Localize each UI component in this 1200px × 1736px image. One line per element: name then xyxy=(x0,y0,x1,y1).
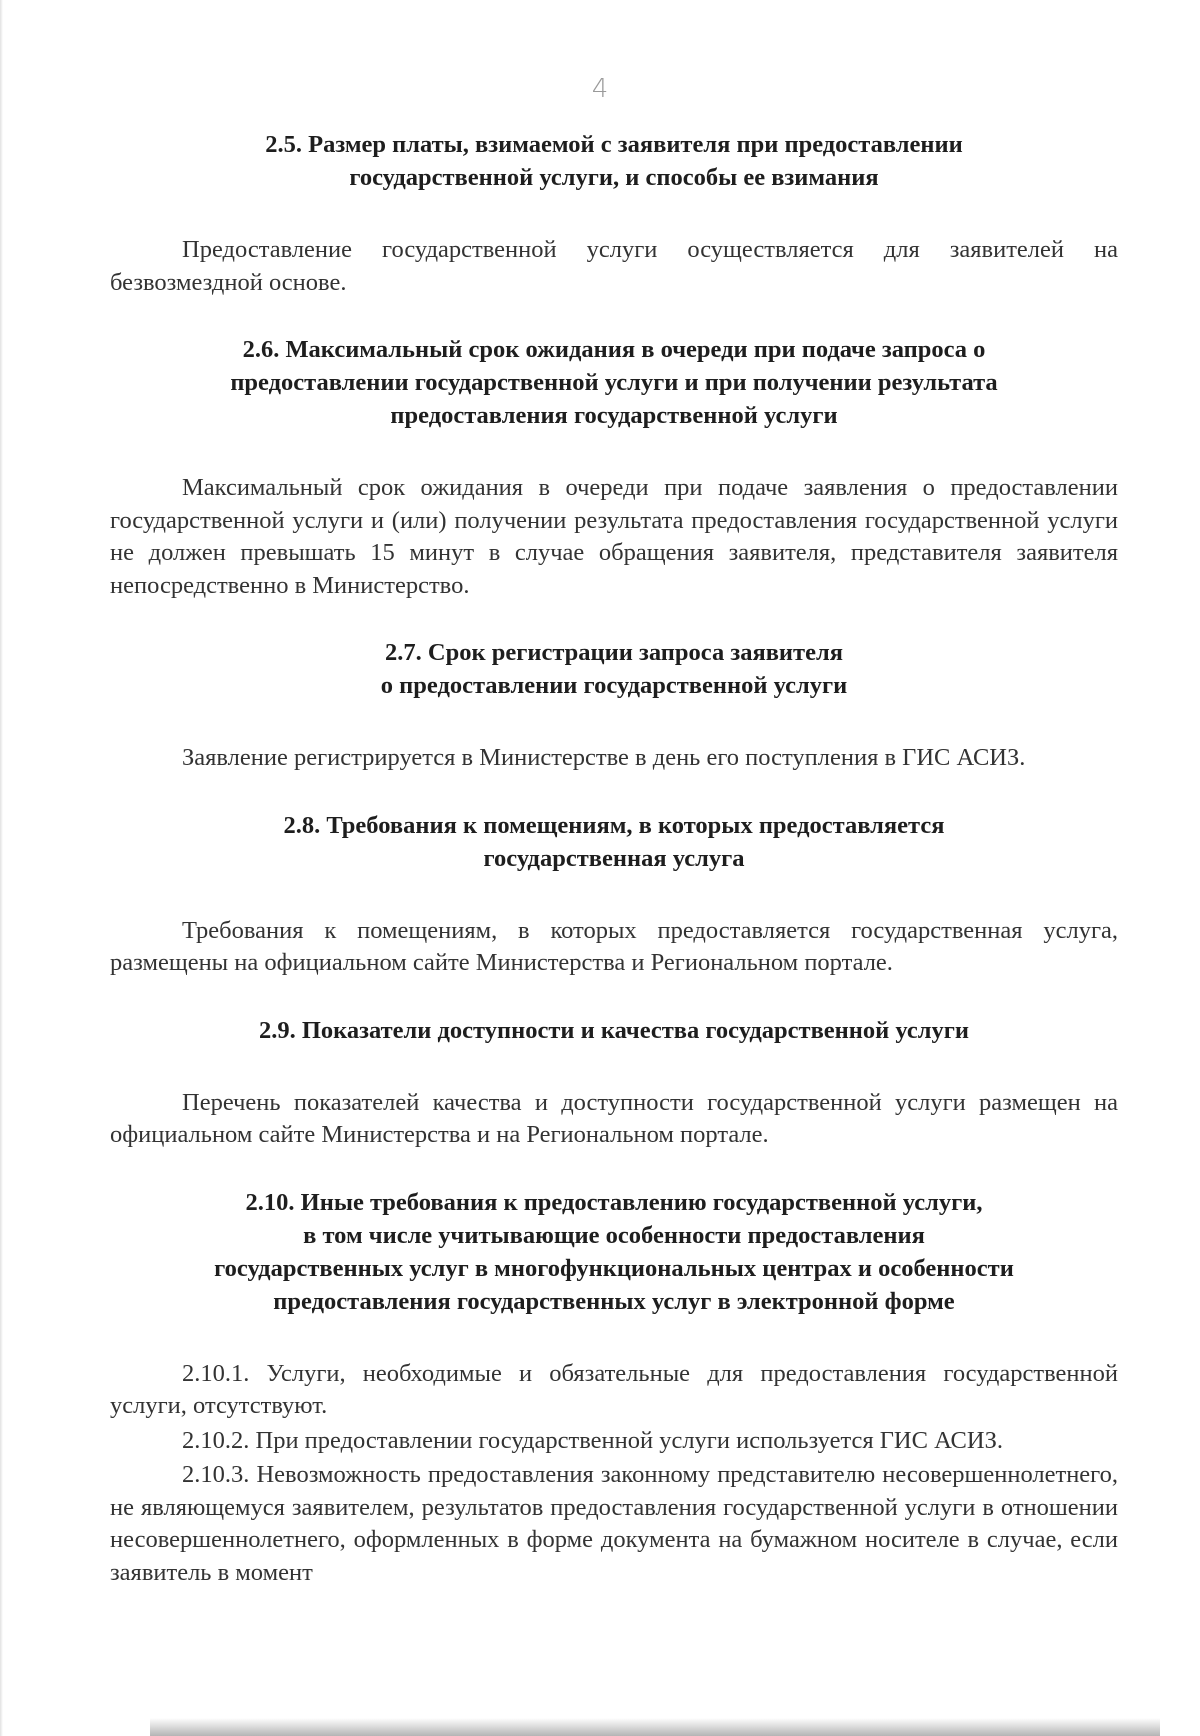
heading-line: в том числе учитывающие особенности предоставления xyxy=(303,1221,925,1249)
heading-line: 2.7. Срок регистрации запроса заявителя xyxy=(385,639,843,666)
heading-line: предоставлении государственной услуги и при получении результата xyxy=(230,369,998,396)
heading-line: 2.5. Размер платы, взимаемой с заявителя при предоставлении xyxy=(265,131,963,158)
section-heading-2-7 xyxy=(110,636,1118,702)
section-paragraph: Перечень показателей качества и доступности государственной услуги размещен на официальном сайте Министерства и на Региональном портале. xyxy=(110,1088,1118,1148)
scan-left-edge xyxy=(0,0,3,1736)
heading-line: государственных услуг в многофункциональных центрах и особенности xyxy=(214,1254,1014,1282)
heading-line: 2.10. Иные требования к предоставлению государственной услуги, xyxy=(245,1188,983,1216)
section-paragraph: Предоставление государственной услуги осуществляется для заявителей на безвозмездной основе. xyxy=(110,236,1118,296)
heading-line: 2.8. Требования к помещениям, в которых предоставляется xyxy=(283,811,945,839)
heading-line: 2.9. Показатели доступности и качества государственной услуги xyxy=(258,1016,970,1044)
section-paragraph: Заявление регистрируется в Министерстве в день его поступления в ГИС АСИЗ. xyxy=(182,744,1026,771)
document-body xyxy=(110,128,1118,1589)
section-heading-2-10 xyxy=(110,1186,1118,1318)
heading-line: предоставления государственных услуг в электронной форме xyxy=(273,1287,955,1315)
section-paragraph: Требования к помещениям, в которых предоставляется государственная услуга, размещены на официальном сайте Министерства и Региональном портале. xyxy=(110,916,1118,976)
section-heading-2-8 xyxy=(110,809,1118,875)
scan-bottom-edge xyxy=(150,1718,1160,1736)
heading-line: о предоставлении государственной услуги xyxy=(380,672,848,699)
section-paragraph: Максимальный срок ожидания в очереди при подаче заявления о предоставлении государственной услуги и (или) получении результата предоставления государственной услуги не должен превышать 15 минут в случае обращения заявителя, представителя заявителя непосредственно в Министерство. xyxy=(110,474,1118,599)
page-number: 4 xyxy=(591,74,609,104)
section-heading-2-9 xyxy=(110,1014,1118,1047)
subsection-paragraph-2-10-1: 2.10.1. Услуги, необходимые и обязательные для предоставления государственной услуги, отсутствуют. xyxy=(110,1359,1118,1419)
section-heading-2-5 xyxy=(110,128,1118,194)
subsection-paragraph-2-10-3: 2.10.3. Невозможность предоставления законному представителю несовершеннолетнего, не являющемуся заявителем, результатов предоставления государственной услуги в отношении несовершеннолетнего, оформленных в форме документа на бумажном носителе в случае, если заявитель в момент xyxy=(110,1461,1118,1586)
heading-line: 2.6. Максимальный срок ожидания в очереди при подаче запроса о xyxy=(242,336,986,363)
heading-line: предоставления государственной услуги xyxy=(390,402,838,429)
section-heading-2-6 xyxy=(110,333,1118,432)
heading-line: государственной услуги, и способы ее взимания xyxy=(349,164,879,191)
subsection-paragraph-2-10-2: 2.10.2. При предоставлении государственной услуги используется ГИС АСИЗ. xyxy=(182,1426,1003,1454)
heading-line: государственная услуга xyxy=(483,844,745,872)
